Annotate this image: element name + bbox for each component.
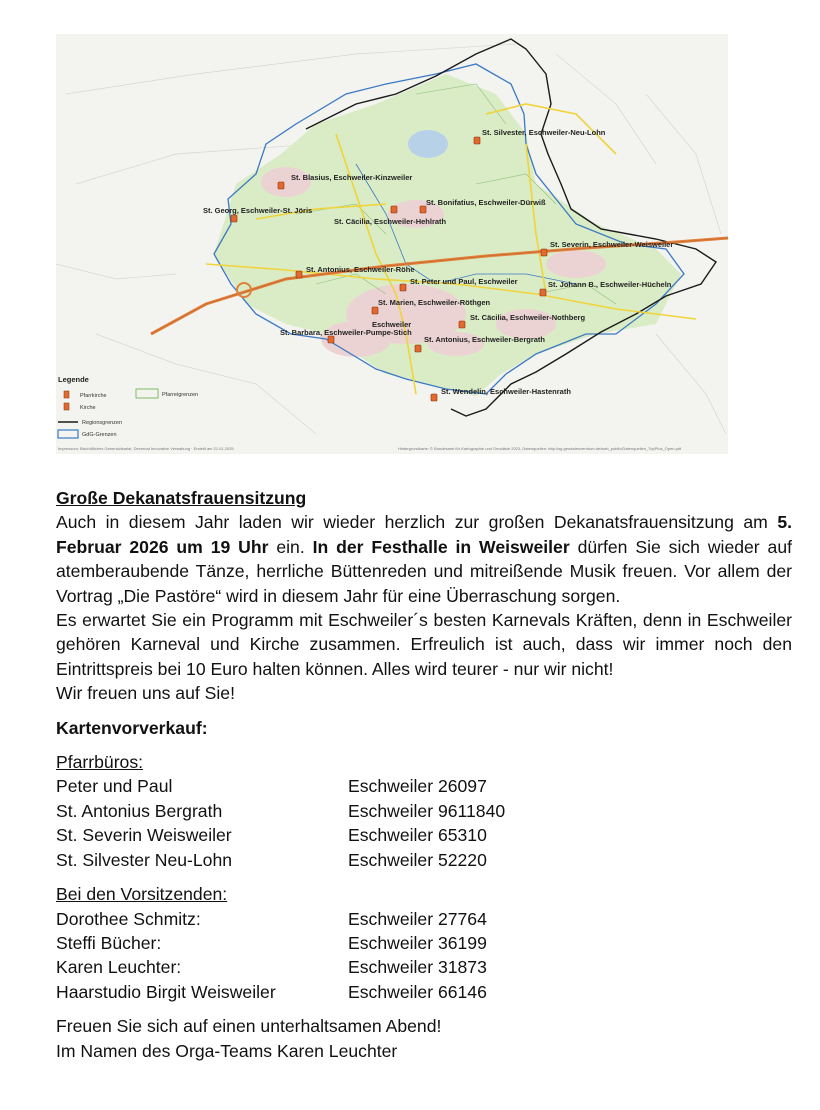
chairs-list — [56, 907, 792, 1005]
map-label: Eschweiler — [372, 320, 412, 329]
parish-map — [56, 34, 728, 454]
contact-row: St. Severin Weisweiler Eschweiler 65310 — [56, 825, 487, 846]
svg-text:GdG-Grenzen: GdG-Grenzen — [82, 432, 117, 438]
contact-row: Haarstudio Birgit Weisweiler Eschweiler 66146 — [56, 981, 487, 1002]
map-label: St. Johann B., Eschweiler-Hücheln — [548, 280, 672, 289]
map-imprint: Impressum: Bischöfliches Generalvikariat, Dezernat Innovative Verwaltung · Erstellt am 21.01.2025 — [58, 446, 234, 451]
pfarrkirche-icon — [64, 391, 69, 398]
event-date: 5. Februar 2026 um 19 Uhr — [56, 512, 792, 557]
article-paragraph-3: Wir freuen uns auf Sie! — [56, 683, 235, 704]
closing-line-2: Im Namen des Orga-Teams Karen Leuchter — [56, 1040, 398, 1061]
contact-row: St. Silvester Neu-Lohn Eschweiler 52220 — [56, 849, 487, 870]
map-label: St. Georg, Eschweiler-St. Jöris — [203, 206, 313, 215]
map-label: St. Barbara, Eschweiler-Pumpe-Stich — [280, 328, 412, 337]
svg-text:Regionsgrenzen: Regionsgrenzen — [82, 420, 123, 426]
offices-label: Pfarrbüros: — [56, 752, 144, 773]
legend-title: Legende — [58, 375, 89, 384]
map-label: St. Antonius, Eschweiler-Bergrath — [424, 335, 545, 344]
map-label: St. Cäcilia, Eschweiler-Hehlrath — [334, 217, 447, 226]
map-label: St. Bonifatius, Eschweiler-Dürwiß — [426, 198, 546, 207]
closing-line-1: Freuen Sie sich auf einen unterhaltsamen Abend! — [56, 1016, 442, 1037]
article-heading: Große Dekanatsfrauensitzung — [56, 488, 307, 508]
map-label: St. Wendelin, Eschweiler-Hastenrath — [441, 387, 571, 396]
kirche-icon — [64, 403, 69, 410]
contact-row: Peter und Paul Eschweiler 26097 — [56, 776, 487, 797]
offices-list — [56, 774, 792, 872]
article-paragraph-1: Auch in diesem Jahr laden wir wieder herzlich zur großen Dekanatsfrauensitzung am 5. Februar 2026 um 19 Uhr ein. In der Festhalle in Weisweiler dürfen Sie sich wieder auf atemberaubende Tänze, herrliche Büttenreden und mitreißende Musik freuen. Vor allem der Vortrag „Die Pastöre“ wird in diesem Jahr für eine Überraschung sorgen. — [56, 512, 792, 606]
contact-row: Steffi Bücher: Eschweiler 36199 — [56, 932, 487, 953]
contact-row: Karen Leuchter: Eschweiler 31873 — [56, 957, 487, 978]
contact-row: Dorothee Schmitz: Eschweiler 27764 — [56, 908, 487, 929]
svg-text:Kirche: Kirche — [80, 405, 96, 411]
event-venue: In der Festhalle in Weisweiler — [312, 536, 570, 557]
map-label: St. Antonius, Eschweiler-Röhe — [306, 265, 415, 274]
article — [56, 486, 792, 1063]
article-paragraph-2: Es erwartet Sie ein Programm mit Eschweiler´s besten Karnevals Kräften, denn in Eschweiler gehören Karneval und Kirche zusammen. Erfreulich ist auch, dass wir immer noch den Eintrittspreis bei 10 Euro halten können. Alles wird teurer - nur wir nicht! — [56, 610, 792, 679]
map-label: St. Marien, Eschweiler-Röthgen — [378, 298, 491, 307]
map-label: St. Cäcilia, Eschweiler-Nothberg — [470, 313, 586, 322]
map-credits: Hintergrundkarte: © Bundesamt für Kartographie und Geodäsie 2023, Datenquellen: http://sg.geodatenzentrum.de/web_public/Datenquellen_TopPlus_Open.pdf — [398, 446, 682, 451]
map-label: St. Peter und Paul, Eschweiler — [410, 277, 518, 286]
map-label: St. Silvester, Eschweiler-Neu-Lohn — [482, 128, 606, 137]
chairs-label: Bei den Vorsitzenden: — [56, 884, 228, 905]
map-label: St. Blasius, Eschweiler-Kinzweiler — [291, 173, 413, 182]
map-label: St. Severin, Eschweiler-Weisweiler — [550, 240, 674, 249]
svg-text:Pfarrkirche: Pfarrkirche — [80, 393, 107, 399]
contact-row: St. Antonius Bergrath Eschweiler 9611840 — [56, 800, 506, 821]
presale-heading: Kartenvorverkauf: — [56, 717, 208, 738]
svg-text:Pfarreigrenzen: Pfarreigrenzen — [162, 392, 199, 398]
